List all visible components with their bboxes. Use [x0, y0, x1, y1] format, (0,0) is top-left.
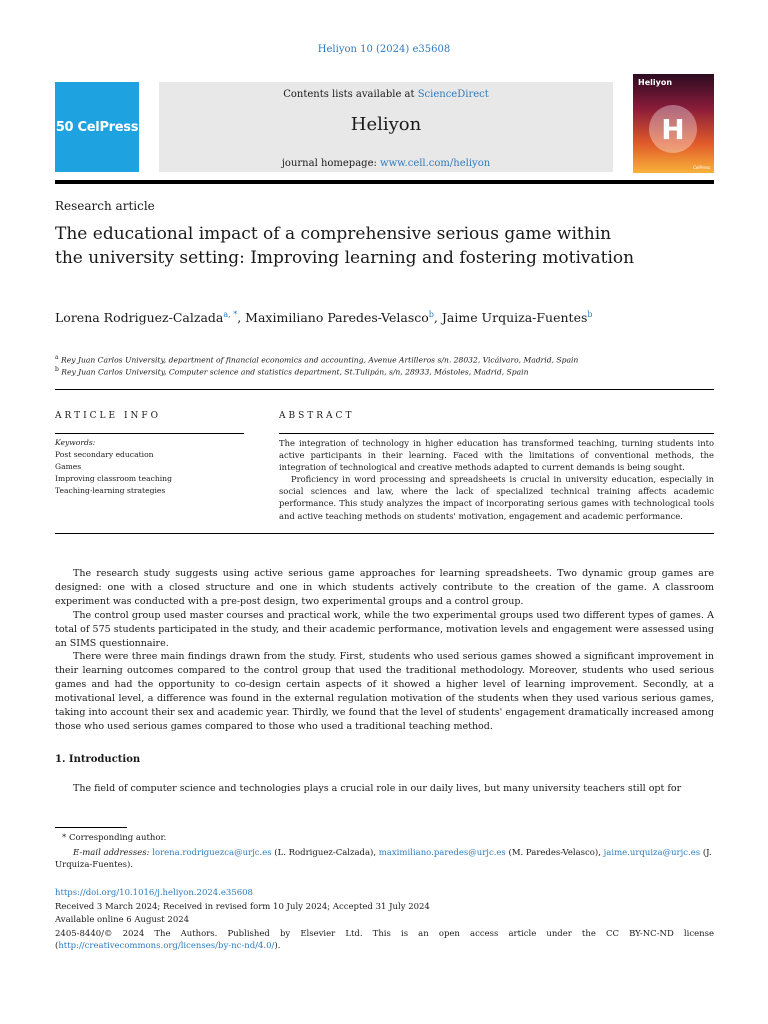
- affiliation: [55, 366, 715, 377]
- available-online-date: Available online 6 August 2024: [55, 915, 190, 925]
- introduction-heading: 1. Introduction: [55, 754, 141, 765]
- introduction-text: The field of computer science and technologies plays a crucial role in our daily lives, but many university teachers still opt for: [73, 783, 682, 794]
- keyword: Games: [55, 462, 82, 471]
- article-title: The educational impact of a comprehensive serious game within the university setting: Improving learning and fostering motivation: [55, 224, 635, 268]
- affiliation-label: a: [55, 354, 59, 361]
- affiliation: [55, 354, 715, 365]
- homepage-line: [159, 158, 613, 169]
- email-link[interactable]: lorena.rodriguezca@urjc.es: [152, 848, 272, 858]
- keyword: Post secondary education: [55, 450, 154, 459]
- article-info-heading: ARTICLE INFO: [55, 411, 162, 421]
- body-paragraph: The research study suggests using active serious game approaches for learning spreadsheets. Two dynamic group games are designed: one with a closed structure and one in which students actively contribute to the creation of the game. A classroom experiment was conducted with a pre-post design, two experimental groups and a control group.: [55, 568, 714, 607]
- cellpress-logo-text: 50 CelPress: [55, 119, 139, 135]
- affiliation-label: b: [55, 366, 59, 373]
- cover-letter: H: [661, 112, 685, 146]
- cover-emblem: [649, 105, 697, 153]
- author-affiliation-mark[interactable]: a, *: [223, 310, 238, 319]
- email-link[interactable]: jaime.urquiza@urjc.es: [603, 848, 701, 858]
- affiliation-text: Rey Juan Carlos University, Computer science and statistics department, St.Tulipán, s/n, 28933, Móstoles, Madrid, Spain: [61, 367, 529, 377]
- corresponding-author-note: * Corresponding author.: [62, 833, 167, 843]
- contents-line: [159, 89, 613, 100]
- license-end: ).: [274, 941, 281, 951]
- journal-header-box: [159, 82, 613, 172]
- author-name: Maximiliano Paredes-Velasco: [245, 310, 429, 326]
- author-list: Lorena Rodriguez-Calzada$^{a, *}$, Maximiliano Paredes-Velasco$^b$, Jaime Urquiza-Fuentes$^b$: [55, 310, 593, 326]
- author-name: Lorena Rodriguez-Calzada: [55, 310, 224, 326]
- email-owner: (L. Rodriguez-Calzada),: [271, 848, 379, 858]
- footnote-rule: [55, 827, 127, 828]
- keywords-block: [55, 437, 255, 497]
- author-name: Jaime Urquiza-Fuentes: [441, 310, 588, 326]
- abstract-heading: ABSTRACT: [279, 411, 355, 421]
- license-text: 2405-8440/© 2024 The Authors. Published by Elsevier Ltd. This is an open access article under the CC BY-NC-ND license (: [55, 929, 714, 951]
- article-info-rule: [55, 433, 244, 434]
- author-affiliation-mark[interactable]: b: [587, 310, 593, 319]
- abstract-paragraph: Proficiency in word processing and spreadsheets is crucial in university education, especially in social sciences and law, where the lack of specialized technical training affects academic performance. This study analyzes the impact of incorporating serious games with technological tools and active teaching methods on students' motivation, engagement and academic performance.: [279, 474, 714, 521]
- author-affiliation-mark[interactable]: b: [428, 310, 434, 319]
- contents-prefix: Contents lists available at: [283, 89, 418, 100]
- email-addresses: [55, 847, 714, 871]
- license-link[interactable]: http://creativecommons.org/licenses/by-nc-nd/4.0/: [58, 941, 275, 951]
- homepage-prefix: journal homepage:: [281, 158, 381, 169]
- sciencedirect-link[interactable]: ScienceDirect: [417, 89, 489, 100]
- license-statement: [55, 928, 714, 952]
- body-paragraph: The control group used master courses and practical work, while the two experimental groups used two different types of games. A total of 575 students participated in the study, and their academic performance, motivation levels and engagement were assessed using an SIMS questionnaire.: [55, 609, 714, 649]
- journal-homepage-link[interactable]: www.cell.com/heliyon: [380, 158, 491, 169]
- doi-link[interactable]: https://doi.org/10.1016/j.heliyon.2024.e35608: [55, 888, 253, 898]
- abstract-body: [279, 437, 714, 522]
- keywords-label: Keywords:: [55, 438, 96, 447]
- journal-cover-image: [633, 74, 714, 173]
- summary-body: [55, 567, 714, 734]
- keyword: Improving classroom teaching: [55, 474, 172, 483]
- header-rule: [55, 180, 714, 184]
- journal-name: Heliyon: [350, 114, 422, 135]
- cellpress-logo: [55, 82, 139, 172]
- email-link[interactable]: maximiliano.paredes@urjc.es: [378, 848, 506, 858]
- cover-footer: CelPress: [693, 165, 710, 170]
- section-rule: [55, 533, 714, 534]
- email-owner: (J. Urquiza-Fuentes).: [55, 848, 712, 870]
- abstract-paragraph: The integration of technology in higher education has transformed teaching, turning students into active participants in their learning. Faced with the limitations of conventional methods, the integration of technological and creative methods adapted to current demands is being sought.: [279, 438, 714, 473]
- section-rule: [55, 389, 714, 390]
- journal-reference[interactable]: Heliyon 10 (2024) e35608: [317, 44, 451, 55]
- abstract-rule: [279, 433, 714, 434]
- email-owner: (M. Paredes-Velasco),: [505, 848, 604, 858]
- cover-title: Heliyon: [638, 78, 673, 87]
- keyword: Teaching-learning strategies: [55, 486, 166, 495]
- received-dates: Received 3 March 2024; Received in revised form 10 July 2024; Accepted 31 July 2024: [55, 902, 430, 912]
- affiliation-text: Rey Juan Carlos University, department of financial economics and accounting, Avenue Artilleros s/n. 28032, Vicálvaro, Madrid, Spain: [61, 355, 579, 365]
- body-paragraph: There were three main findings drawn from the study. First, students who used serious games showed a significant improvement in their learning outcomes compared to the control group that used the traditional methodology. Moreover, students who used serious games and had the opportunity to co-design certain aspects of it showed a higher level of learning improvement. Secondly, at a motivational level, a difference was found in the external regulation motivation of the students when they used various serious games, taking into account their sex and academic year. Thirdly, we found that the level of students' engagement dramatically increased among those who used serious games compared to those who used a traditional teaching method.: [55, 651, 714, 732]
- article-type: Research article: [55, 199, 155, 213]
- email-label: E-mail addresses:: [73, 848, 150, 858]
